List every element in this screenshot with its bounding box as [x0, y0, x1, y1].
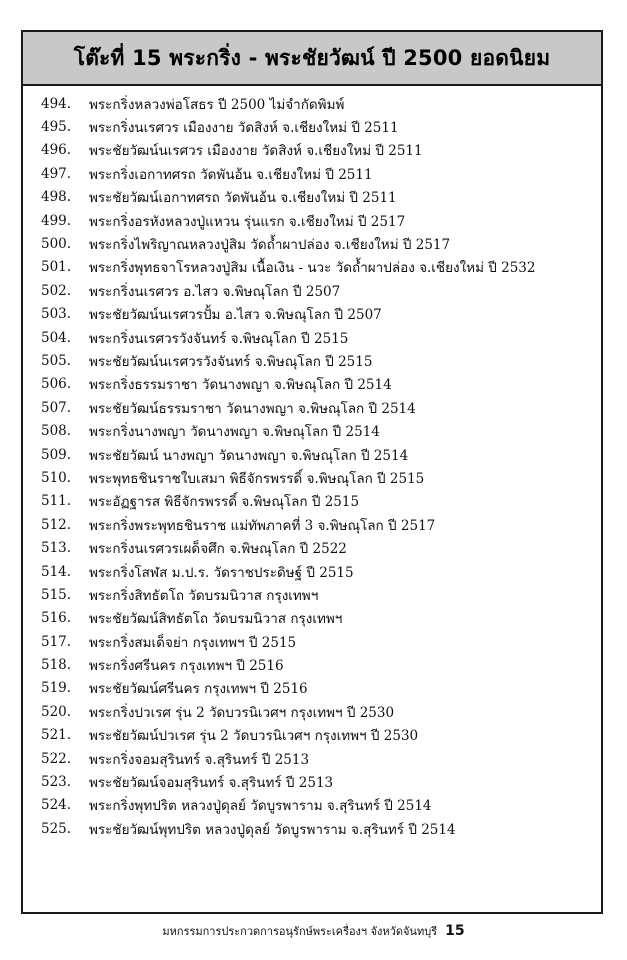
entry-number: 523. [41, 774, 72, 791]
list-item [41, 396, 595, 419]
list-item [41, 209, 595, 232]
entry-number: 509. [41, 446, 72, 463]
entry-number: 506. [41, 376, 72, 393]
list-item [41, 115, 595, 138]
list-item [41, 607, 595, 630]
list-item [41, 303, 595, 326]
entry-text: พระชัยวัฒน์ธรรมราชา วัดนางพญา จ.พิษณุโลก ปี 2514 [89, 400, 416, 417]
list-item [41, 349, 595, 372]
entry-text: พระกริ่งศรีนคร กรุงเทพฯ ปี 2516 [89, 658, 284, 675]
entry-number: 497. [41, 165, 72, 182]
list-item [41, 232, 595, 255]
entry-text: พระกริ่งหลวงพ่อโสธร ปี 2500 ไม่จำกัดพิมพ์ [89, 96, 345, 113]
entry-text: พระชัยวัฒน์ศรีนคร กรุงเทพฯ ปี 2516 [89, 681, 308, 698]
list-item [41, 747, 595, 770]
list-item [41, 700, 595, 723]
list-item [41, 724, 595, 747]
entry-number: 504. [41, 329, 72, 346]
entry-number: 515. [41, 586, 72, 603]
entry-number: 524. [41, 797, 72, 814]
entry-text: พระชัยวัฒน์ นางพญา วัดนางพญา จ.พิษณุโลก ปี 2514 [89, 447, 409, 464]
entry-number: 518. [41, 657, 72, 674]
entry-number: 505. [41, 352, 72, 369]
list-item [41, 256, 595, 279]
list-item [41, 630, 595, 653]
entry-text: พระชัยวัฒน์สิทธัตโถ วัดบรมนิวาส กรุงเทพฯ [89, 611, 343, 628]
list-item [41, 513, 595, 536]
entry-number: 498. [41, 189, 72, 206]
entry-number: 501. [41, 259, 72, 276]
entry-text: พระกริ่งสิทธัตโถ วัดบรมนิวาส กรุงเทพฯ [89, 587, 319, 604]
entry-text: พระกริ่งไพริญาณหลวงปู่สิม วัดถ้ำผาปล่อง จ.เชียงใหม่ ปี 2517 [89, 237, 451, 254]
list-item [41, 139, 595, 162]
entry-number: 516. [41, 610, 72, 627]
page-frame [21, 30, 603, 914]
list-item [41, 770, 595, 793]
list-item [41, 443, 595, 466]
entry-text: พระกริ่งนเรศวร อ.ไสว จ.พิษณุโลก ปี 2507 [89, 283, 341, 300]
page-footer [0, 918, 627, 944]
entry-text: พระกริ่งนเรศวรเผด็จศึก จ.พิษณุโลก ปี 2522 [89, 541, 347, 558]
entry-number: 522. [41, 750, 72, 767]
entry-number: 494. [41, 95, 72, 112]
entry-text: พระพุทธชินราชใบเสมา พิธีจักรพรรดิ์ จ.พิษณุโลก ปี 2515 [89, 470, 425, 487]
list-item [41, 536, 595, 559]
entry-number: 495. [41, 119, 72, 136]
list-item [41, 794, 595, 817]
entry-number: 496. [41, 142, 72, 159]
entry-number: 503. [41, 306, 72, 323]
list-item [41, 677, 595, 700]
entry-text: พระกริ่งนเรศวร เมืองงาย วัดสิงห์ จ.เชียงใหม่ ปี 2511 [89, 120, 399, 137]
list-item [41, 279, 595, 302]
entry-text: พระกริ่งนางพญา วัดนางพญา จ.พิษณุโลก ปี 2514 [89, 424, 380, 441]
entry-text: พระชัยวัฒน์นเรศวรวังจันทร์ จ.พิษณุโลก ปี 2515 [89, 353, 373, 370]
entry-text: พระกริ่งนเรศวรวังจันทร์ จ.พิษณุโลก ปี 2515 [89, 330, 349, 347]
entry-number: 499. [41, 212, 72, 229]
entry-text: พระชัยวัฒน์เอกาทศรถ วัดพันอ้น จ.เชียงใหม่ ปี 2511 [89, 190, 397, 207]
list-item [41, 373, 595, 396]
list-item [41, 560, 595, 583]
entry-text: พระกริ่งพุทธจาโรหลวงปู่สิม เนื้อเงิน - นวะ วัดถ้ำผาปล่อง จ.เชียงใหม่ ปี 2532 [89, 260, 536, 277]
entry-number: 519. [41, 680, 72, 697]
entry-number: 520. [41, 703, 72, 720]
entry-text: พระกริ่งเอกาทศรถ วัดพันอ้น จ.เชียงใหม่ ปี 2511 [89, 166, 373, 183]
entry-text: พระกริ่งปวเรศ รุ่น 2 วัดบวรนิเวศฯ กรุงเทพฯ ปี 2530 [89, 704, 395, 721]
entry-text: พระกริ่งพุทปริต หลวงปู่ดุลย์ วัดบูรพาราม จ.สุรินทร์ ปี 2514 [89, 798, 432, 815]
entry-number: 525. [41, 820, 72, 837]
entry-text: พระชัยวัฒน์พุทปริต หลวงปู่ดุลย์ วัดบูรพาราม จ.สุรินทร์ ปี 2514 [89, 821, 456, 838]
entry-text: พระกริ่งโสฬส ม.ป.ร. วัดราชประดิษฐ์ ปี 2515 [89, 564, 354, 581]
list-item [41, 326, 595, 349]
entry-text: พระกริ่งธรรมราชา วัดนางพญา จ.พิษณุโลก ปี 2514 [89, 377, 392, 394]
entry-text: พระชัยวัฒน์นเรศวรปั้ม อ.ไสว จ.พิษณุโลก ปี 2507 [89, 307, 382, 324]
list-item [41, 466, 595, 489]
entry-number: 517. [41, 633, 72, 650]
entry-number: 521. [41, 727, 72, 744]
page-title: โต๊ะที่ 15 พระกริ่ง - พระชัยวัฒน์ ปี 2500 ยอดนิยม [73, 45, 551, 70]
list-item [41, 653, 595, 676]
title-bar [23, 32, 601, 86]
entry-text: พระกริ่งสมเด็จย่า กรุงเทพฯ ปี 2515 [89, 634, 297, 651]
entry-text: พระชัยวัฒน์นเรศวร เมืองงาย วัดสิงห์ จ.เชียงใหม่ ปี 2511 [89, 143, 423, 160]
list-item [41, 92, 595, 115]
list-item [41, 490, 595, 513]
entry-number: 508. [41, 423, 72, 440]
entry-number: 510. [41, 469, 72, 486]
entry-number: 512. [41, 516, 72, 533]
entry-text: พระอัฏฐารส พิธีจักรพรรดิ์ จ.พิษณุโลก ปี 2515 [89, 494, 360, 511]
list-item [41, 162, 595, 185]
entry-number: 507. [41, 399, 72, 416]
footer-text: มหกรรมการประกวดการอนุรักษ์พระเครื่องฯ จังหวัดจันทบุรี [162, 925, 438, 938]
entry-text: พระกริ่งอรหังหลวงปู่แหวน รุ่นแรก จ.เชียงใหม่ ปี 2517 [89, 213, 406, 230]
list-item [41, 186, 595, 209]
entry-text: พระชัยวัฒน์ปวเรศ รุ่น 2 วัดบวรนิเวศฯ กรุงเทพฯ ปี 2530 [89, 728, 419, 745]
list-item [41, 817, 595, 840]
entry-text: พระกริ่งพระพุทธชินราช แม่ทัพภาคที่ 3 จ.พิษณุโลก ปี 2517 [89, 517, 436, 534]
entry-number: 514. [41, 563, 72, 580]
entry-number: 513. [41, 540, 72, 557]
list-item [41, 583, 595, 606]
entry-number: 511. [41, 493, 72, 510]
entry-number: 500. [41, 236, 72, 253]
entry-text: พระกริ่งจอมสุรินทร์ จ.สุรินทร์ ปี 2513 [89, 751, 310, 768]
list-item [41, 419, 595, 442]
entry-list [41, 92, 595, 841]
page-number: 15 [445, 923, 465, 939]
entry-number: 502. [41, 282, 72, 299]
entry-text: พระชัยวัฒน์จอมสุรินทร์ จ.สุรินทร์ ปี 2513 [89, 775, 334, 792]
